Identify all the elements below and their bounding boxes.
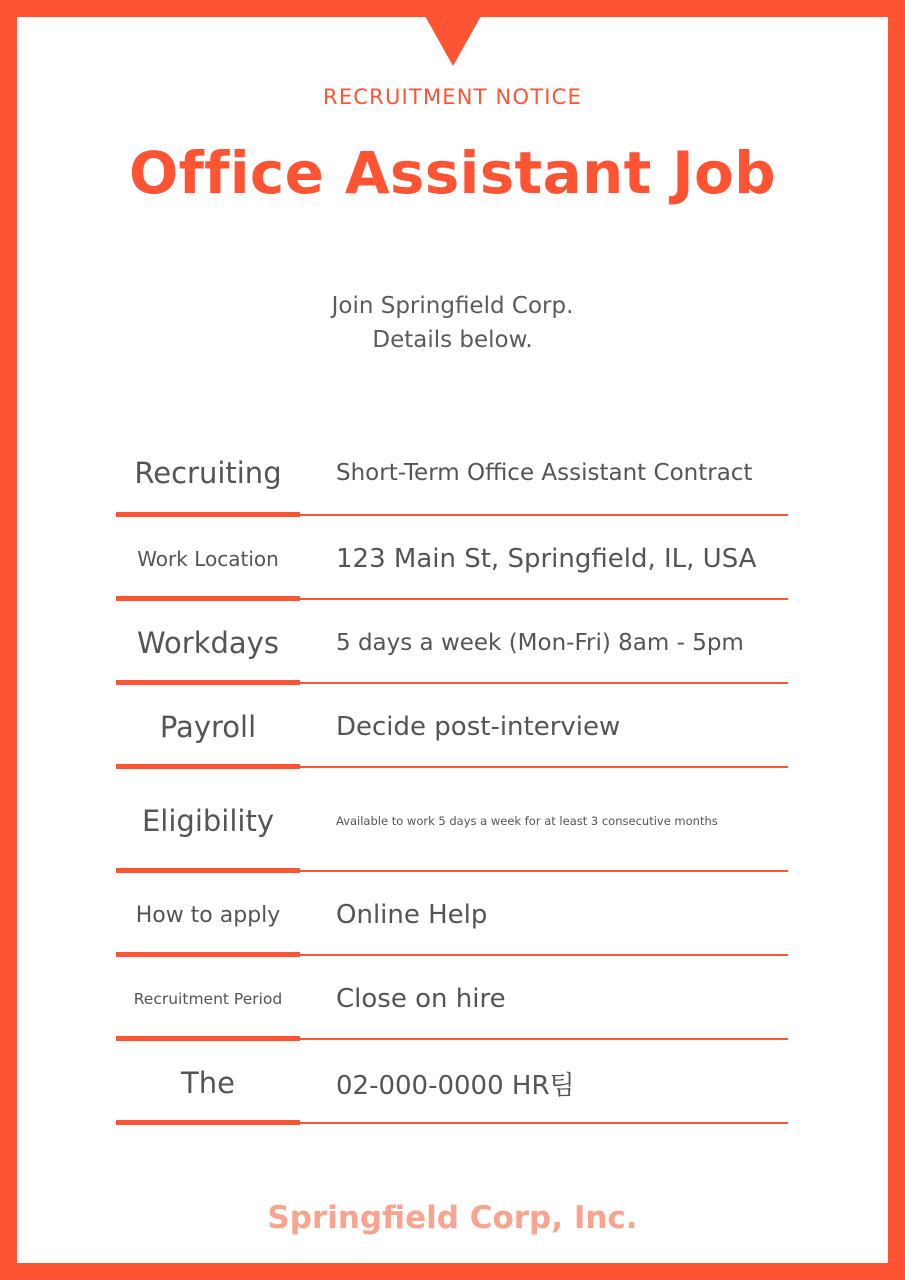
company-footer-logo: Springfield Corp, Inc.: [267, 1200, 638, 1236]
row-rule-thin: [300, 1122, 788, 1124]
intro-line-1: Join Springfield Corp.: [331, 293, 574, 319]
row-label: Recruitment Period: [133, 990, 283, 1008]
row-rule-thin: [300, 766, 788, 768]
row-label: Work Location: [137, 547, 279, 571]
top-notch-triangle: [425, 16, 481, 66]
row-label: The: [181, 1066, 235, 1100]
row-value: 5 days a week (Mon-Fri) 8am - 5pm: [336, 630, 744, 656]
row-value: Short-Term Office Assistant Contract: [336, 460, 753, 486]
row-value: 02-000-0000 HR팀: [336, 1070, 575, 1101]
detail-row-workdays: [116, 601, 788, 685]
row-rule-thin: [300, 598, 788, 600]
row-value: Available to work 5 days a week for at least 3 consecutive months: [336, 814, 718, 828]
row-label: Eligibility: [141, 804, 274, 838]
row-rule-thin: [300, 514, 788, 516]
row-value: Online Help: [336, 900, 488, 930]
intro-line-2: Details below.: [372, 327, 533, 353]
row-rule-thick: [116, 1120, 300, 1125]
row-label: Payroll: [159, 710, 257, 744]
row-label: How to apply: [135, 902, 281, 928]
detail-row-recruiting: [116, 429, 788, 517]
row-rule-thin: [300, 682, 788, 684]
row-label: Workdays: [137, 626, 279, 660]
row-rule-thin: [300, 870, 788, 872]
intro-text: [17, 289, 888, 357]
detail-row-recruitment-period: [116, 957, 788, 1041]
row-label: Recruiting: [134, 456, 282, 490]
row-value: 123 Main St, Springfield, IL, USA: [336, 544, 757, 574]
row-rule-thin: [300, 954, 788, 956]
detail-row-work-location: [116, 517, 788, 601]
detail-row-payroll: [116, 685, 788, 769]
row-value: Decide post-interview: [336, 712, 621, 742]
detail-row-contact: [116, 1041, 788, 1125]
eyebrow-label: RECRUITMENT NOTICE: [323, 85, 582, 109]
detail-row-eligibility: [116, 769, 788, 873]
row-rule-thin: [300, 1038, 788, 1040]
row-value: Close on hire: [336, 984, 506, 1014]
detail-row-how-to-apply: [116, 873, 788, 957]
poster-title: Office Assistant Job: [129, 139, 776, 207]
details-table: [116, 429, 788, 1125]
